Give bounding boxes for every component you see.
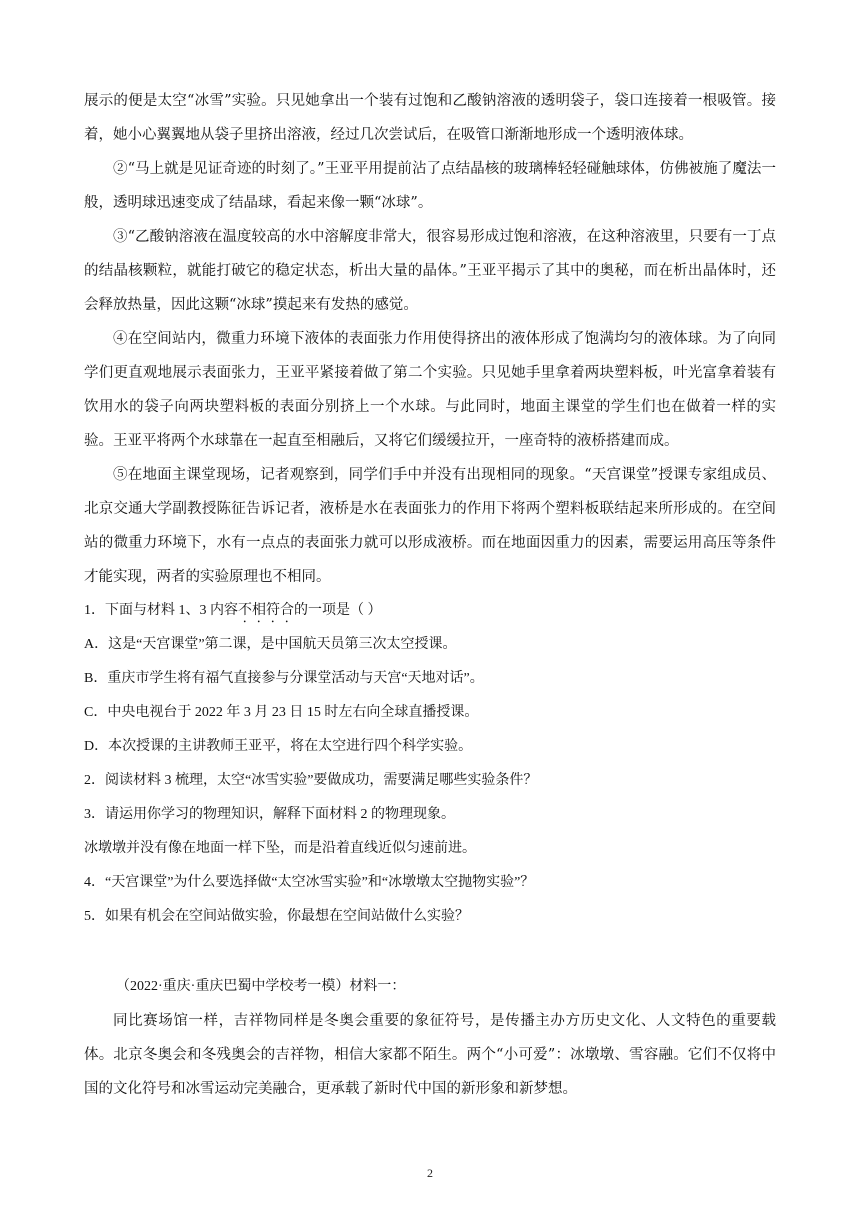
question-1-prefix: 1．下面与材料 1、3 内容 — [84, 603, 238, 618]
paragraph-3: ③“乙酸钠溶液在温度较高的水中溶解度非常大，很容易形成过饱和溶液，在这种溶液里，只要有一丁点的结晶核颗粒，就能打破它的稳定状态，析出大量的晶体。”王亚平揭示了其中的奥秘，而在析出晶体时，还会释放热量，因此这颗“冰球”摸起来有发热的感觉。 — [84, 229, 776, 313]
material-1-paragraph: 同比赛场馆一样，吉祥物同样是冬奥会重要的象征符号，是传播主办方历史文化、人文特色的重要载体。北京冬奥会和冬残奥会的吉祥物，相信大家都不陌生。两个“小可爱”：冰墩墩、雪容融。它们不仅将中国的文化符号和冰雪运动完美融合，更承载了新时代中国的新形象和新梦想。 — [84, 1013, 776, 1097]
question-1 — [84, 594, 776, 628]
option-c: C．中央电视台于 2022 年 3 月 23 日 15 时左右向全球直播授课。 — [84, 705, 479, 720]
question-3: 3．请运用你学习的物理知识，解释下面材料 2 的物理现象。 — [84, 807, 455, 822]
next-section-source: （2022·重庆·重庆巴蜀中学校考一模）材料一： — [116, 979, 406, 994]
option-d: D．本次授课的主讲教师王亚平，将在太空进行四个科学实验。 — [84, 739, 473, 754]
option-b: B．重庆市学生将有福气直接参与分课堂活动与天宫“天地对话”。 — [84, 671, 484, 686]
question-5: 5．如果有机会在空间站做实验，你最想在空间站做什么实验？ — [84, 909, 469, 924]
paragraph-1-continued: 展示的便是太空“冰雪”实验。只见她拿出一个装有过饱和乙酸钠溶液的透明袋子，袋口连接着一根吸管。接着，她小心翼翼地从袋子里挤出溶液，经过几次尝试后，在吸管口渐渐地形成一个透明液体球。 — [84, 93, 776, 143]
question-2: 2．阅读材料 3 梳理，太空“冰雪实验”要做成功，需要满足哪些实验条件？ — [84, 773, 538, 788]
page-number: 2 — [427, 1166, 433, 1180]
option-a: A．这是“天宫课堂”第二课，是中国航天员第三次太空授课。 — [84, 637, 457, 652]
section-gap — [84, 934, 776, 970]
paragraph-5: ⑤在地面主课堂现场，记者观察到，同学们手中并没有出现相同的现象。“天宫课堂”授课专家组成员、北京交通大学副教授陈征告诉记者，液桥是水在表面张力的作用下将两个塑料板联结起来所形成的。在空间站的微重力环境下，水有一点点的表面张力就可以形成液桥。而在地面因重力的因素，需要运用高压等条件才能实现，两者的实验原理也不相同。 — [84, 467, 776, 585]
question-4: 4．“天宫课堂”为什么要选择做“太空冰雪实验”和“冰墩墩太空抛物实验”？ — [84, 875, 535, 890]
page-content — [84, 84, 776, 1106]
question-1-emphasis: 不相符合 — [238, 603, 294, 618]
paragraph-2: ②“马上就是见证奇迹的时刻了。”王亚平用提前沾了点结晶核的玻璃棒轻轻碰触球体，仿佛被施了魔法一般，透明球迅速变成了结晶球，看起来像一颗“冰球”。 — [84, 161, 776, 211]
question-3-material: 冰墩墩并没有像在地面一样下坠，而是沿着直线近似匀速前进。 — [84, 841, 476, 856]
paragraph-4: ④在空间站内，微重力环境下液体的表面张力作用使得挤出的液体形成了饱满均匀的液体球。为了向同学们更直观地展示表面张力，王亚平紧接着做了第二个实验。只见她手里拿着两块塑料板，叶光富拿着装有饮用水的袋子向两块塑料板的表面分别挤上一个水球。与此同时，地面主课堂的学生们也在做着一样的实验。王亚平将两个水球靠在一起直至相融后，又将它们缓缓拉开，一座奇特的液桥搭建而成。 — [84, 331, 776, 449]
question-1-suffix: 的一项是（ ） — [294, 603, 382, 618]
